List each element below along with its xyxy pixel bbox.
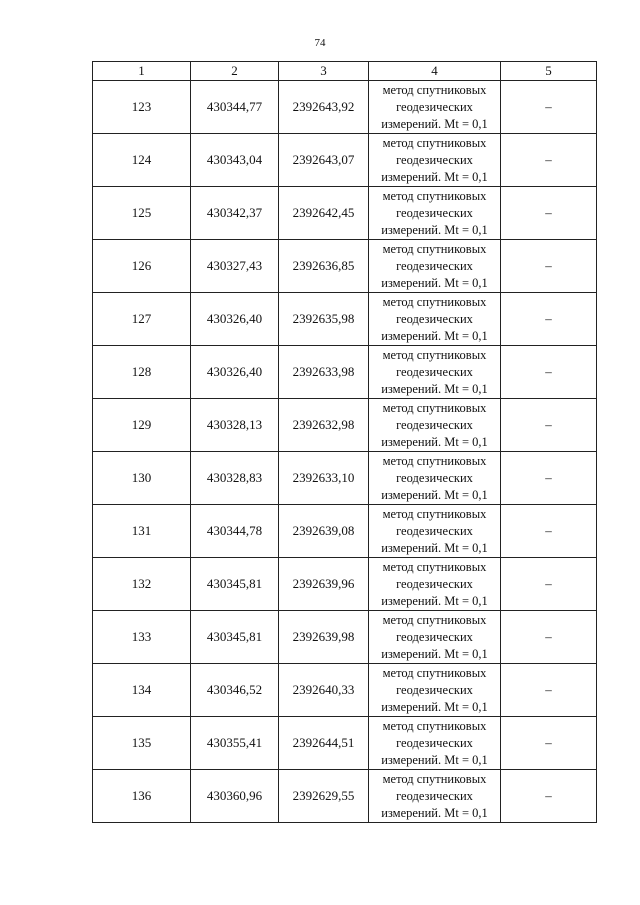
note-cell: – [501,346,597,399]
x-coordinate-cell: 430326,40 [191,293,279,346]
method-line-1: метод спутниковых [382,506,487,521]
column-header-3: 3 [279,62,369,81]
method-line-2: геодезических [396,470,473,485]
note-cell: – [501,452,597,505]
method-cell [369,452,501,505]
note-cell: – [501,134,597,187]
x-coordinate-cell: 430345,81 [191,558,279,611]
x-coordinate-cell: 430345,81 [191,611,279,664]
point-number-cell: 126 [93,240,191,293]
header-row [93,62,597,81]
point-number-cell: 123 [93,81,191,134]
method-line-3: измерений. Mt = 0,1 [381,116,488,131]
y-coordinate-cell: 2392633,98 [279,346,369,399]
x-coordinate-cell: 430346,52 [191,664,279,717]
x-coordinate-cell: 430328,83 [191,452,279,505]
note-cell: – [501,293,597,346]
y-coordinate-cell: 2392639,98 [279,611,369,664]
point-number-cell: 128 [93,346,191,399]
method-cell [369,611,501,664]
table-row [93,664,597,717]
method-line-1: метод спутниковых [382,135,487,150]
method-cell [369,770,501,823]
y-coordinate-cell: 2392632,98 [279,399,369,452]
y-coordinate-cell: 2392633,10 [279,452,369,505]
point-number-cell: 134 [93,664,191,717]
y-coordinate-cell: 2392643,92 [279,81,369,134]
method-cell [369,293,501,346]
note-cell: – [501,505,597,558]
y-coordinate-cell: 2392640,33 [279,664,369,717]
y-coordinate-cell: 2392635,98 [279,293,369,346]
y-coordinate-cell: 2392636,85 [279,240,369,293]
method-cell [369,240,501,293]
method-line-3: измерений. Mt = 0,1 [381,381,488,396]
point-number-cell: 124 [93,134,191,187]
table-row [93,611,597,664]
y-coordinate-cell: 2392642,45 [279,187,369,240]
table-row [93,187,597,240]
method-line-3: измерений. Mt = 0,1 [381,328,488,343]
point-number-cell: 132 [93,558,191,611]
method-line-3: измерений. Mt = 0,1 [381,752,488,767]
method-line-1: метод спутниковых [382,188,487,203]
method-cell [369,81,501,134]
x-coordinate-cell: 430360,96 [191,770,279,823]
x-coordinate-cell: 430327,43 [191,240,279,293]
page-number: 74 [314,37,326,49]
column-header-4: 4 [369,62,501,81]
method-line-3: измерений. Mt = 0,1 [381,699,488,714]
method-line-2: геодезических [396,99,473,114]
note-cell: – [501,399,597,452]
note-cell: – [501,240,597,293]
method-cell [369,664,501,717]
method-line-3: измерений. Mt = 0,1 [381,646,488,661]
y-coordinate-cell: 2392639,08 [279,505,369,558]
method-line-2: геодезических [396,364,473,379]
method-cell [369,134,501,187]
method-line-1: метод спутниковых [382,453,487,468]
method-line-3: измерений. Mt = 0,1 [381,593,488,608]
note-cell: – [501,558,597,611]
column-header-5: 5 [501,62,597,81]
method-line-2: геодезических [396,152,473,167]
method-line-2: геодезических [396,205,473,220]
method-line-3: измерений. Mt = 0,1 [381,275,488,290]
method-cell [369,558,501,611]
method-line-2: геодезических [396,629,473,644]
method-cell [369,717,501,770]
method-cell [369,505,501,558]
method-line-3: измерений. Mt = 0,1 [381,487,488,502]
method-line-3: измерений. Mt = 0,1 [381,540,488,555]
method-line-1: метод спутниковых [382,718,487,733]
method-line-1: метод спутниковых [382,612,487,627]
table-row [93,293,597,346]
method-line-2: геодезических [396,576,473,591]
column-header-1: 1 [93,62,191,81]
method-line-2: геодезических [396,523,473,538]
note-cell: – [501,717,597,770]
table-row [93,81,597,134]
table-row [93,717,597,770]
point-number-cell: 127 [93,293,191,346]
x-coordinate-cell: 430344,78 [191,505,279,558]
table-row [93,240,597,293]
point-number-cell: 129 [93,399,191,452]
note-cell: – [501,770,597,823]
y-coordinate-cell: 2392639,96 [279,558,369,611]
y-coordinate-cell: 2392644,51 [279,717,369,770]
method-line-3: измерений. Mt = 0,1 [381,222,488,237]
method-line-2: геодезических [396,311,473,326]
point-number-cell: 135 [93,717,191,770]
x-coordinate-cell: 430328,13 [191,399,279,452]
column-header-2: 2 [191,62,279,81]
note-cell: – [501,81,597,134]
method-line-1: метод спутниковых [382,347,487,362]
table-row [93,346,597,399]
method-line-1: метод спутниковых [382,771,487,786]
y-coordinate-cell: 2392629,55 [279,770,369,823]
point-number-cell: 133 [93,611,191,664]
method-line-1: метод спутниковых [382,241,487,256]
table-row [93,505,597,558]
method-line-1: метод спутниковых [382,559,487,574]
note-cell: – [501,664,597,717]
method-cell [369,346,501,399]
table-row [93,770,597,823]
table-row [93,399,597,452]
method-line-3: измерений. Mt = 0,1 [381,169,488,184]
method-line-2: геодезических [396,258,473,273]
point-number-cell: 130 [93,452,191,505]
table-row [93,558,597,611]
method-line-2: геодезических [396,417,473,432]
method-line-2: геодезических [396,788,473,803]
x-coordinate-cell: 430342,37 [191,187,279,240]
method-line-1: метод спутниковых [382,400,487,415]
x-coordinate-cell: 430343,04 [191,134,279,187]
method-line-2: геодезических [396,735,473,750]
x-coordinate-cell: 430355,41 [191,717,279,770]
x-coordinate-cell: 430326,40 [191,346,279,399]
y-coordinate-cell: 2392643,07 [279,134,369,187]
method-line-3: измерений. Mt = 0,1 [381,434,488,449]
method-cell [369,399,501,452]
method-line-1: метод спутниковых [382,82,487,97]
method-line-3: измерений. Mt = 0,1 [381,805,488,820]
point-number-cell: 131 [93,505,191,558]
x-coordinate-cell: 430344,77 [191,81,279,134]
note-cell: – [501,611,597,664]
table-row [93,134,597,187]
point-number-cell: 125 [93,187,191,240]
table-body [93,81,597,823]
method-line-1: метод спутниковых [382,294,487,309]
coordinates-table [92,61,597,823]
point-number-cell: 136 [93,770,191,823]
method-line-1: метод спутниковых [382,665,487,680]
method-cell [369,187,501,240]
table-row [93,452,597,505]
note-cell: – [501,187,597,240]
method-line-2: геодезических [396,682,473,697]
